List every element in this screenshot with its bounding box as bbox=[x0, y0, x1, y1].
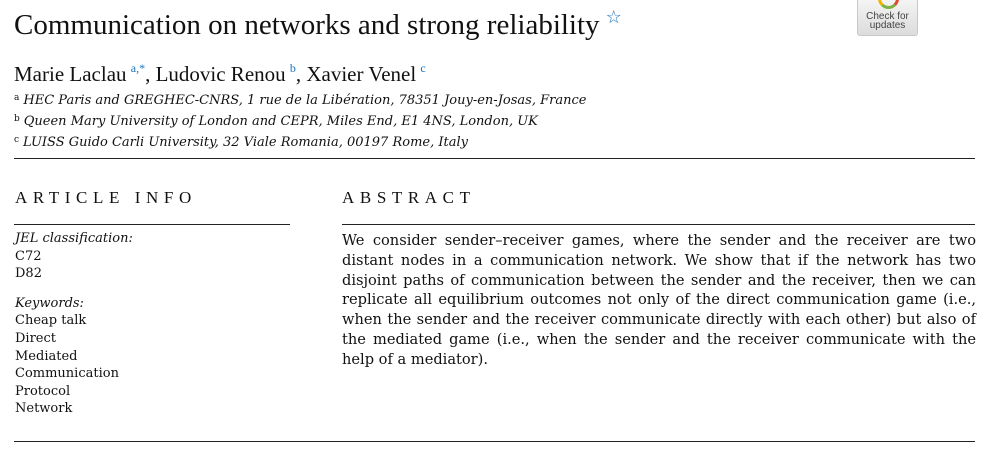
title-text: Communication on networks and strong reliability bbox=[14, 9, 600, 41]
title-note-star-icon[interactable]: ☆ bbox=[605, 7, 622, 27]
author-list bbox=[14, 54, 426, 88]
check-for-updates-button[interactable] bbox=[857, 0, 918, 36]
keyword: Communication bbox=[15, 366, 119, 382]
author-name: Xavier Venel bbox=[306, 62, 417, 86]
affiliation-text: Queen Mary University of London and CEPR, Miles End, E1 4NS, London, UK bbox=[23, 114, 538, 129]
header-divider bbox=[14, 158, 975, 159]
article-info-divider bbox=[14, 224, 290, 225]
affiliation-mark: b bbox=[14, 114, 20, 124]
footer-divider bbox=[14, 441, 975, 442]
affiliation-text: LUISS Guido Carli University, 32 Viale Romania, 00197 Rome, Italy bbox=[23, 135, 468, 150]
keyword: Network bbox=[15, 401, 73, 417]
jel-label: JEL classification: bbox=[15, 231, 133, 246]
crossmark-icon bbox=[878, 0, 899, 9]
keyword: Mediated bbox=[15, 348, 78, 364]
keyword: Direct bbox=[15, 330, 56, 346]
affiliation bbox=[14, 89, 586, 110]
affiliation-text: HEC Paris and GREGHEC-CNRS, 1 rue de la Libération, 78351 Jouy-en-Josas, France bbox=[23, 93, 587, 108]
jel-code: C72 bbox=[15, 248, 42, 264]
author-separator: , bbox=[295, 62, 307, 86]
author-name: Marie Laclau bbox=[14, 62, 127, 86]
abstract-divider bbox=[342, 224, 975, 225]
affiliation-list bbox=[14, 89, 586, 152]
paper-title bbox=[14, 6, 622, 44]
author-name: Ludovic Renou bbox=[155, 62, 286, 86]
keywords-label: Keywords: bbox=[15, 295, 84, 311]
author-affil-link[interactable]: c bbox=[420, 61, 426, 75]
author-separator: , bbox=[145, 62, 156, 86]
keyword: Cheap talk bbox=[15, 313, 87, 329]
author-affil-link[interactable]: b bbox=[289, 61, 296, 75]
keyword: Protocol bbox=[15, 383, 71, 399]
author-affil-link[interactable]: a,* bbox=[130, 61, 146, 75]
affiliation-mark: c bbox=[14, 135, 20, 145]
badge-line-1: Check for bbox=[866, 11, 909, 22]
abstract-text: We consider sender–receiver games, where the sender and the receiver are two distant nodes in a communication network. We show that if the network has two disjoint paths of communication between the sender and the receiver, then we can replicate all equilibrium outcomes not only of the direct communication game (i.e., when the sender and the receiver communicate directly with each other) but also of the mediated game (i.e., when the sender and the receiver communicate with the help of a mediator). bbox=[342, 232, 976, 368]
affiliation-mark: a bbox=[14, 93, 20, 103]
badge-line-2: updates bbox=[869, 20, 906, 31]
article-info bbox=[15, 230, 133, 418]
affiliation bbox=[14, 110, 586, 131]
jel-code: D82 bbox=[15, 266, 42, 282]
article-info-heading: ARTICLE INFO bbox=[15, 188, 197, 207]
affiliation bbox=[14, 131, 586, 152]
abstract-heading: ABSTRACT bbox=[342, 188, 476, 207]
